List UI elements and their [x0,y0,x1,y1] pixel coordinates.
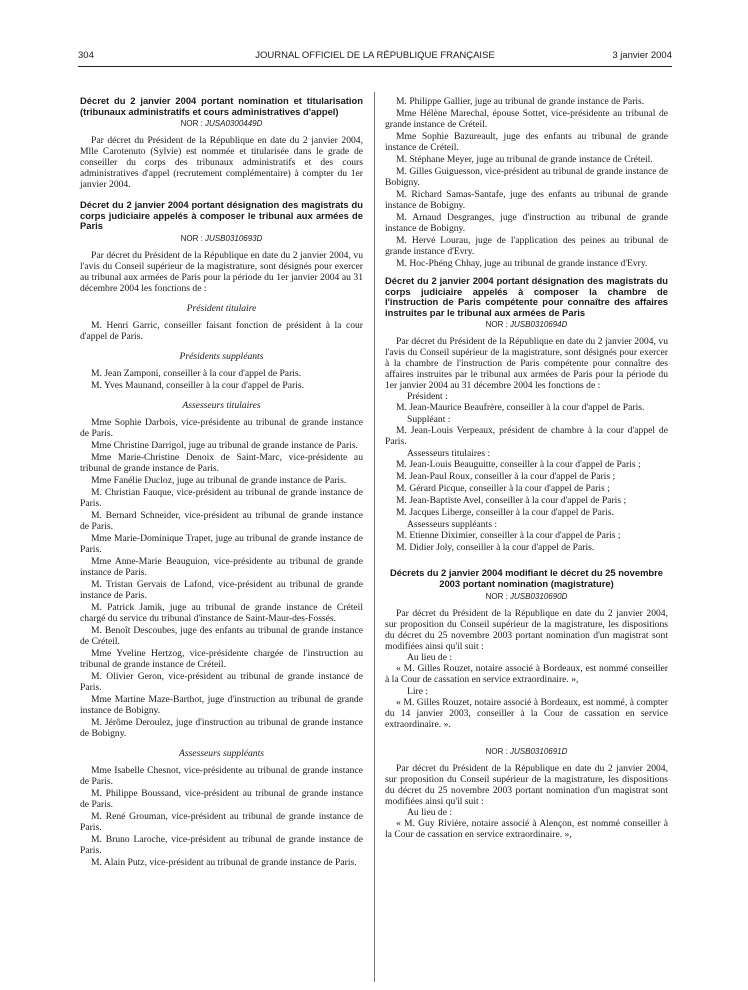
amend-label: Au lieu de : [407,651,453,663]
list-item: M. Patrick Jamik, juge au tribunal de grande instance de Créteil chargé du service du tribunal d'instance de Saint-Maur-des-Fossés. [80,601,363,624]
nor-label: NOR : [485,591,511,601]
list-item: M. Jean-Louis Beauguitte, conseiller à la cour d'appel de Paris ; [396,459,641,471]
list-item: Mme Sophie Bazureault, juge des enfants au tribunal de grande instance de Créteil. [385,131,668,153]
quoted-text: « M. Gilles Rouzet, notaire associé à Bordeaux, est nommé conseiller à la Cour de cassation en service extraordinaire. », [385,662,668,685]
nor-label: NOR : [485,320,511,330]
amend-label: Lire : [407,685,429,697]
decree-body: Par décret du Président de la République en date du 2 janvier 2004, vu l'avis du Conseil supérieur de la magistrature, sont désignés pour exercer à la chambre de l'instruction de Paris compétente pour connaître des affaires instruites par le tribunal aux armées de Paris pour la période du 1er janvier 2004 au 31 décembre 2004 les fonctions de : [385,336,668,392]
decree-title: Décret du 2 janvier 2004 portant désignation des magistrats du corps judiciaire appelés à composer le tribunal aux armées de Paris [80,199,363,232]
nor-label: NOR : [180,119,206,129]
header-rule [78,66,672,67]
list-item: M. Jean-Baptiste Avel, conseiller à la cour d'appel de Paris ; [396,495,627,507]
list-item: M. Hervé Lourau, juge de l'application des peines au tribunal de grande instance d'Evry. [385,235,668,257]
list-item: M. Gilles Guiguesson, vice-président au tribunal de grande instance de Bobigny. [385,166,669,188]
list-item: M. Olivier Geron, vice-président au tribunal de grande instance de Paris. [80,670,363,693]
list-item: M. Benoît Descoubes, juge des enfants au tribunal de grande instance de Créteil. [80,624,363,647]
section-heading: Président titulaire [186,302,257,314]
list-item: Mme Fanélie Ducloz, juge au tribunal de grande instance de Paris. [91,474,347,486]
list-item: M. Stéphane Meyer, juge au tribunal de grande instance de Créteil. [396,154,653,165]
list-item: M. Jean Zamponi, conseiller à la cour d'appel de Paris. [91,367,302,379]
nor-code: JUSB0310691D [510,746,568,756]
nor-reference [385,591,668,602]
list-item: M. Philippe Boussand, vice-président au tribunal de grande instance de Paris. [80,787,363,810]
list-item: Mme Yveline Hertzog, vice-présidente chargée de l'instruction au tribunal de grande instance de Créteil. [80,647,363,670]
decree-body: Par décret du Président de la République en date du 2 janvier 2004, Mlle Carotenuto (Sylvie) est nommée et titularisée dans le grade de conseiller du corps des tribunaux administratifs et des cours administratives d'appel (recrutement complémentaire) à compter du 1er janvier 2004. [80,135,363,191]
list-item: Mme Hélène Marechal, épouse Sottet, vice-présidente au tribunal de grande instance de Créteil. [385,108,668,130]
decree-body: Par décret du Président de la République en date du 2 janvier 2004, sur proposition du Conseil supérieur de la magistrature, les dispositions du décret du 25 novembre 2003 portant nomination d'un magistrat sont modifiées ainsi qu'il suit : [385,607,668,652]
nor-code: JUSB0310693D [205,233,263,243]
list-item: M. Arnaud Desgranges, juge d'instruction au tribunal de grande instance de Bobigny. [385,212,668,234]
list-item: Mme Marie-Dominique Trapet, juge au tribunal de grande instance de Paris. [80,532,363,555]
list-item: Mme Christine Darrigol, juge au tribunal de grande instance de Paris. [91,439,358,451]
list-item: Mme Anne-Marie Beauguion, vice-présidente au tribunal de grande instance de Paris. [80,555,363,578]
list-item: M. Gérard Picque, conseiller à la cour d'appel de Paris ; [396,483,610,495]
role-label: Assesseurs suppléants : [407,519,498,531]
list-item: Mme Isabelle Chesnot, vice-présidente au tribunal de grande instance de Paris. [80,764,363,787]
column-divider [374,92,375,982]
list-item: M. Jean-Maurice Beaufrère, conseiller à la cour d'appel de Paris. [396,402,645,414]
nor-reference [385,319,668,330]
role-label: Assesseurs titulaires : [407,448,491,460]
right-column [385,96,668,841]
section-heading: Assesseurs titulaires [182,399,261,411]
list-item: M. Jean-Paul Roux, conseiller à la cour d'appel de Paris ; [396,471,616,483]
list-item: M. Jérôme Deroulez, juge d'instruction au tribunal de grande instance de Bobigny. [80,716,363,739]
section-heading: Présidents suppléants [179,350,264,362]
list-item: M. Didier Joly, conseiller à la cour d'appel de Paris. [396,542,595,554]
decree-body: Par décret du Président de la République en date du 2 janvier 2004, sur proposition du Conseil supérieur de la magistrature, les dispositions du décret du 25 novembre 2003 portant nomination d'un magistrat sont modifiées ainsi qu'il suit : [385,762,668,807]
list-item: M. René Grouman, vice-président au tribunal de grande instance de Paris. [80,810,363,833]
role-label: Suppléant : [407,414,451,426]
nor-label: NOR : [180,233,206,243]
list-item: Mme Marie-Christine Denoix de Saint-Marc, vice-présidente au tribunal de grande instance de Paris. [80,451,363,474]
nor-reference [385,746,668,757]
decree-body: Par décret du Président de la République en date du 2 janvier 2004, vu l'avis du Conseil supérieur de la magistrature, sont désignés pour exercer au tribunal aux armées de Paris pour la période du 1er janvier 2004 au 31 décembre 2004 les fonctions de : [80,249,363,294]
list-item: Mme Sophie Darbois, vice-présidente au tribunal de grande instance de Paris. [80,416,363,439]
nor-reference [80,233,363,244]
list-item: M. Tristan Gervais de Lafond, vice-président au tribunal de grande instance de Paris. [80,578,363,601]
list-item: M. Hoc-Phéng Chhay, juge au tribunal de grande instance d'Evry. [396,258,648,269]
page-number: 304 [78,50,94,61]
issue-date: 3 janvier 2004 [612,50,672,61]
list-item: M. Yves Maunand, conseiller à la cour d'appel de Paris. [91,379,305,391]
list-item: M. Jean-Louis Verpeaux, président de chambre à la cour d'appel de Paris. [385,425,668,448]
list-item: M. Jacques Liberge, conseiller à la cour d'appel de Paris. [396,507,614,519]
role-label: Président : [407,391,448,403]
list-item: M. Philippe Gallier, juge au tribunal de grande instance de Paris. [396,96,645,107]
list-item: M. Henri Garric, conseiller faisant fonction de président à la cour d'appel de Paris. [80,319,363,342]
list-item: Mme Martine Maze-Barthot, juge d'instruction au tribunal de grande instance de Bobigny. [80,693,363,716]
nor-label: NOR : [485,746,511,756]
nor-reference [80,118,363,129]
list-item: M. Christian Fauque, vice-président au tribunal de grande instance de Paris. [80,486,363,509]
amend-label: Au lieu de : [407,806,453,818]
page-header [78,50,672,64]
nor-code: JUSA0300449D [205,119,263,129]
decree-title: Décret du 2 janvier 2004 portant nomination et titularisation (tribunaux administratifs et cours administratives d'appel) [80,95,363,117]
nor-code: JUSB0310694D [510,320,568,330]
nor-code: JUSB0310690D [510,591,568,601]
list-item: M. Bernard Schneider, vice-président au tribunal de grande instance de Paris. [80,509,363,532]
list-item: M. Richard Samas-Santafe, juge des enfants au tribunal de grande instance de Bobigny. [385,189,668,211]
list-item: M. Bruno Laroche, vice-président au tribunal de grande instance de Paris. [80,833,363,856]
left-column [80,96,363,869]
quoted-text: « M. Gilles Rouzet, notaire associé à Bordeaux, est nommé, à compter du 14 janvier 2003, conseiller à la Cour de cassation en service extraordinaire. ». [385,696,668,730]
decree-title: Décret du 2 janvier 2004 portant désignation des magistrats du corps judiciaire appelés à composer la chambre de l'instruction de Paris compétente pour connaître des affaires instruites par le tribunal aux armées de Paris [385,275,668,318]
list-item: M. Etienne Diximier, conseiller à la cour d'appel de Paris ; [396,530,621,542]
decree-title: Décrets du 2 janvier 2004 modifiant le décret du 25 novembre 2003 portant nomination (magistrature) [389,567,664,589]
list-item: M. Alain Putz, vice-président au tribunal de grande instance de Paris. [91,856,357,868]
section-heading: Assesseurs suppléants [178,747,264,759]
quoted-text: « M. Guy Rivière, notaire associé à Alençon, est nommé conseiller à la Cour de cassation en service extraordinaire. », [385,817,668,840]
journal-title: JOURNAL OFFICIEL DE LA RÉPUBLIQUE FRANÇAISE [255,50,495,61]
